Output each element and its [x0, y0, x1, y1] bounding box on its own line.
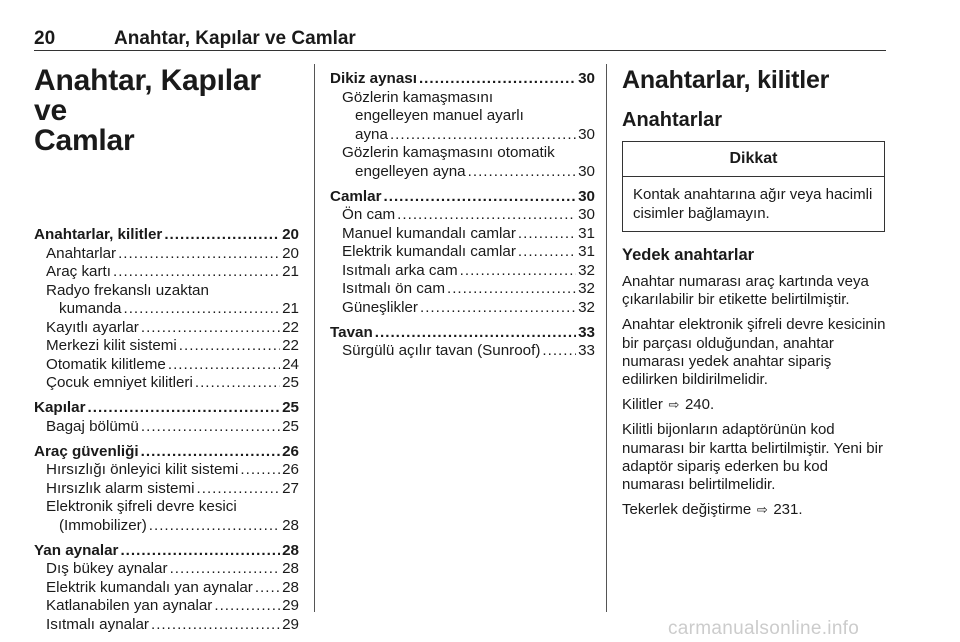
toc-entry-text: Camlar: [330, 187, 382, 205]
toc-page-number: 27: [282, 479, 299, 497]
toc-entry-text: ayna: [355, 125, 388, 143]
dot-leader: [255, 579, 280, 598]
toc-entry-line: Radyo frekanslı uzaktan: [46, 281, 209, 299]
toc-entry: [330, 342, 595, 361]
toc-entry-line: engelleyen manuel ayarlı: [355, 107, 524, 124]
toc-heading: [330, 324, 595, 343]
dot-leader: [240, 461, 280, 480]
dot-leader: [113, 263, 280, 282]
body-text: [622, 273, 888, 519]
dot-leader: [120, 542, 280, 561]
dot-leader: [518, 225, 576, 244]
dot-leader: [518, 243, 576, 262]
dot-leader: [141, 443, 280, 462]
toc-page-number: 31: [578, 224, 595, 242]
page-reference: 231.: [773, 501, 803, 519]
dot-leader: [151, 616, 280, 635]
toc-page-number: 28: [282, 516, 299, 534]
toc-entry: [34, 319, 299, 338]
page-reference: 240.: [684, 396, 715, 414]
paragraph-text: Anahtar numarası araç kartında veya çıkarılabilir bir etikette belirtilmiştir.: [622, 273, 869, 309]
dot-leader: [397, 206, 576, 225]
paragraph-text: Tekerlek değiştirme: [622, 501, 752, 519]
paragraph: [622, 396, 888, 414]
toc-page-number: 21: [282, 263, 299, 280]
paragraph: [622, 316, 888, 389]
paragraph: [622, 421, 888, 494]
toc-entry: [34, 337, 299, 356]
toc-entry: [330, 163, 595, 182]
dot-leader: [118, 245, 280, 264]
toc-entry: [34, 461, 299, 480]
toc-entry: [330, 225, 595, 244]
toc-entry-text: Kapılar: [34, 399, 86, 416]
toc-entry: [34, 560, 299, 579]
toc-entry: [330, 243, 595, 262]
toc-heading: [330, 70, 595, 89]
toc-entry: [34, 418, 299, 437]
notice-heading: Dikkat: [623, 142, 884, 177]
toc-section: [34, 443, 299, 536]
toc-entry: [34, 245, 299, 264]
page-reference-arrow-icon: ⇨: [753, 502, 772, 518]
toc-entry-text: kumanda: [59, 300, 122, 317]
toc-page-number: 30: [578, 206, 595, 223]
paragraph: [622, 273, 888, 309]
toc-heading: [330, 188, 595, 207]
toc-entry-text: Isıtmalı aynalar: [46, 615, 149, 633]
toc-page-number: 25: [282, 417, 299, 435]
toc-entry-line: Gözlerin kamaşmasını: [342, 88, 494, 106]
toc-entry-text: Kayıtlı ayarlar: [46, 318, 139, 336]
notice-text: Kontak anahtarına ağır veya hacimli cisimler bağlamayın.: [633, 186, 873, 222]
dot-leader: [375, 324, 576, 343]
dot-leader: [123, 300, 280, 319]
toc-entry: [34, 616, 299, 635]
dot-leader: [542, 342, 576, 361]
toc-entry: [330, 126, 595, 145]
toc-section: [34, 542, 299, 635]
toc-entry: [330, 262, 595, 281]
toc-entry-text: Isıtmalı ön cam: [342, 280, 445, 297]
dot-leader: [420, 299, 576, 318]
dot-leader: [141, 319, 280, 338]
toc-entry-text: Anahtarlar: [46, 244, 117, 262]
toc-entry-line: Elektronik şifreli devre kesici: [46, 498, 237, 515]
toc-page-number: 33: [578, 323, 595, 341]
toc-entry-text: Yan aynalar: [34, 541, 119, 559]
toc-page-number: 32: [578, 298, 595, 316]
toc-entry-text: Manuel kumandalı camlar: [342, 224, 516, 242]
page-number: 20: [34, 28, 56, 49]
toc-page-number: 25: [282, 374, 299, 391]
toc-entry: [330, 280, 595, 299]
toc-page-number: 28: [282, 578, 299, 596]
toc-column-1: [34, 66, 299, 641]
dot-leader: [149, 517, 280, 536]
toc-page-number: 30: [578, 162, 595, 180]
dot-leader: [179, 337, 280, 356]
dot-leader: [390, 126, 576, 145]
toc-entry: [34, 597, 299, 616]
toc-entry-text: Isıtmalı arka cam: [342, 261, 458, 279]
toc-page-number: 31: [578, 243, 595, 260]
toc-entry-text: Elektrik kumandalı yan aynalar: [46, 578, 253, 596]
toc-entry-text: Otomatik kilitleme: [46, 355, 166, 373]
toc-heading: [34, 399, 299, 418]
toc-entry: [34, 517, 299, 536]
toc-page-number: 25: [282, 399, 299, 416]
section-title: Anahtarlar, kilitler: [622, 66, 830, 94]
toc-page-number: 28: [282, 541, 299, 559]
toc-entry-text: Ön cam: [342, 206, 396, 223]
toc-entry: [34, 480, 299, 499]
toc-entry: [34, 374, 299, 393]
toc-page-number: 22: [282, 318, 299, 336]
dot-leader: [168, 356, 280, 375]
dot-leader: [468, 163, 576, 182]
toc-page-number: 21: [282, 300, 299, 317]
dot-leader: [460, 262, 576, 281]
dot-leader: [384, 188, 577, 207]
dot-leader: [88, 399, 281, 418]
dot-leader: [170, 560, 281, 579]
toc-page-number: 26: [282, 461, 299, 478]
toc-entry-text: engelleyen ayna: [355, 162, 466, 180]
toc-page-number: 30: [578, 70, 595, 87]
page-header: [34, 28, 886, 51]
toc-heading: [34, 226, 299, 245]
toc-entry: [34, 263, 299, 282]
toc-entry: [330, 206, 595, 225]
toc-page-number: 22: [282, 337, 299, 354]
toc-entry-text: Anahtarlar, kilitler: [34, 226, 163, 243]
column-divider: [606, 64, 607, 612]
toc-page-number: 26: [282, 442, 299, 460]
toc-entry-text: Hırsızlığı önleyici kilit sistemi: [46, 461, 239, 478]
column-divider: [314, 64, 315, 612]
dot-leader: [195, 374, 280, 393]
toc-entry: [34, 579, 299, 598]
toc-column-2: [330, 70, 595, 367]
paragraph-text: Kilitler: [622, 396, 663, 414]
toc-page-number: 20: [282, 244, 299, 262]
subsubsection-title: Yedek anahtarlar: [622, 246, 755, 264]
toc-entry-text: Araç güvenliği: [34, 442, 139, 460]
toc-page-number: 32: [578, 280, 595, 297]
toc-page-number: 20: [282, 226, 299, 243]
toc-heading: [34, 542, 299, 561]
dot-leader: [214, 597, 280, 616]
toc-page-number: 29: [282, 597, 299, 614]
toc-entry: [34, 300, 299, 319]
toc-heading: [34, 443, 299, 462]
toc-entry-text: Dış bükey aynalar: [46, 560, 168, 577]
watermark: carmanualsonline.info: [668, 618, 860, 639]
toc-page-number: 30: [578, 125, 595, 143]
toc-page-number: 28: [282, 560, 299, 577]
toc-section: [330, 324, 595, 361]
notice-box: [622, 141, 885, 232]
toc-page-number: 33: [578, 342, 595, 359]
toc-entry-text: Katlanabilen yan aynalar: [46, 597, 213, 614]
dot-leader: [197, 480, 281, 499]
toc-section: [330, 188, 595, 318]
subsection-title: Anahtarlar: [622, 109, 723, 131]
paragraph: [622, 501, 888, 519]
toc-page-number: 29: [282, 615, 299, 633]
dot-leader: [419, 70, 576, 89]
toc-entry: [34, 356, 299, 375]
dot-leader: [141, 418, 280, 437]
book-title: Anahtar, Kapılar ve Camlar: [34, 64, 261, 157]
dot-leader: [164, 226, 280, 245]
table-of-contents: [330, 70, 595, 361]
toc-entry-line: Gözlerin kamaşmasını otomatik: [342, 144, 555, 161]
page-reference-arrow-icon: ⇨: [664, 397, 683, 413]
toc-entry-text: Bagaj bölümü: [46, 417, 139, 435]
toc-entry-text: Güneşlikler: [342, 298, 418, 316]
dot-leader: [447, 280, 576, 299]
toc-entry-text: Sürgülü açılır tavan (Sunroof): [342, 342, 541, 359]
toc-entry-text: Elektrik kumandalı camlar: [342, 243, 516, 260]
toc-page-number: 30: [578, 187, 595, 205]
paragraph-text: Anahtar elektronik şifreli devre kesicinin bir parçası olduğundan, anahtar numarası yedek anahtar sipariş edilirken bildirilmelidir.: [622, 316, 886, 389]
toc-section: [34, 226, 299, 393]
toc-page-number: 32: [578, 261, 595, 279]
toc-section: [34, 399, 299, 436]
toc-entry-text: (Immobilizer): [59, 516, 147, 534]
toc-entry-text: Araç kartı: [46, 263, 111, 280]
table-of-contents: [34, 226, 299, 634]
toc-section: [330, 70, 595, 181]
paragraph-text: Kilitli bijonların adaptörünün kod numarası bir kartta belirtilmiştir. Yeni bir adaptör sipariş ederken bu kod numarası belirtilmelidir.: [622, 421, 883, 494]
toc-entry: [330, 299, 595, 318]
toc-entry-text: Hırsızlık alarm sistemi: [46, 479, 195, 497]
toc-entry-text: Tavan: [330, 323, 373, 341]
toc-entry-text: Dikiz aynası: [330, 70, 417, 87]
toc-page-number: 24: [282, 355, 299, 373]
content-column: [622, 66, 888, 526]
chapter-title: Anahtar, Kapılar ve Camlar: [114, 28, 356, 49]
toc-entry-text: Çocuk emniyet kilitleri: [46, 374, 193, 391]
toc-entry-text: Merkezi kilit sistemi: [46, 337, 177, 354]
